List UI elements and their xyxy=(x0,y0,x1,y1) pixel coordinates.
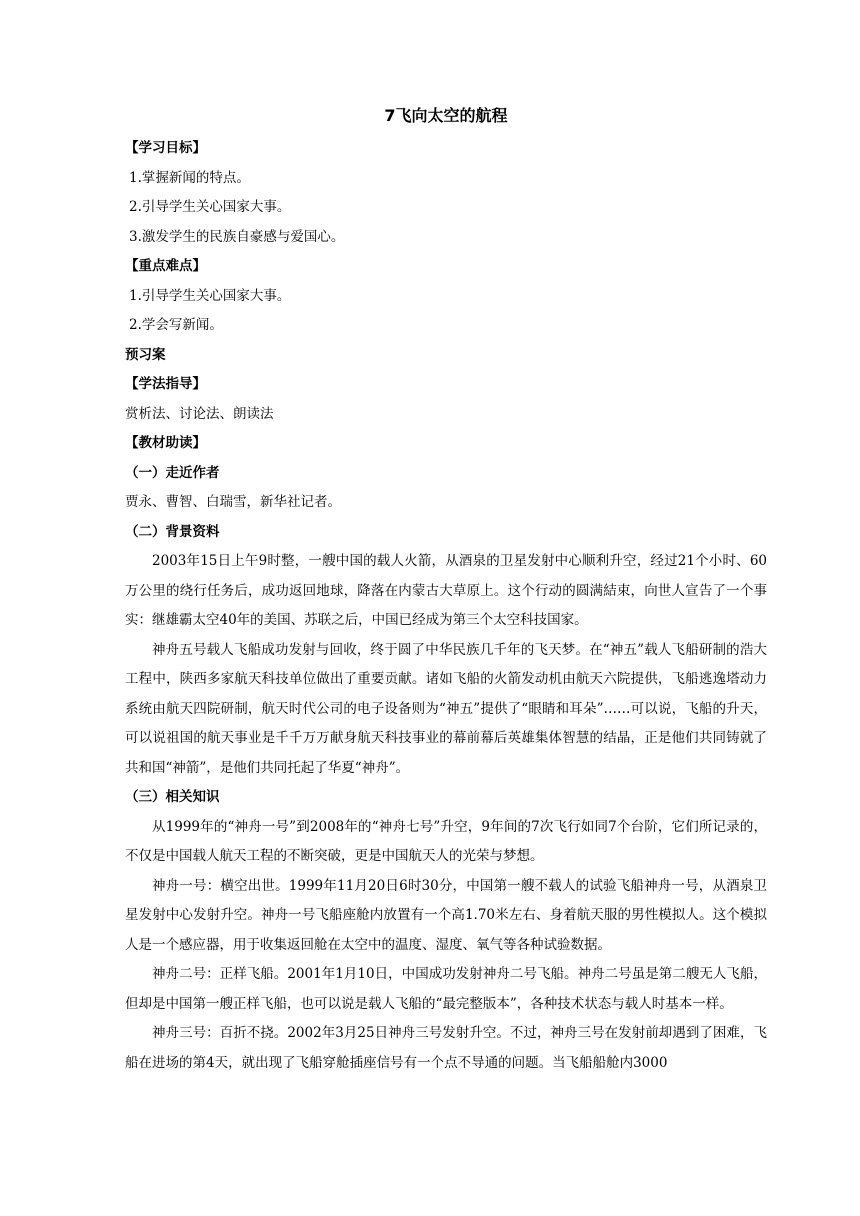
goals-heading: 【学习目标】 xyxy=(125,140,206,156)
background-paragraph: 2003年15日上午9时整，一艘中国的载人火箭，从酒泉的卫星发射中心顺利升空，经过21个小时、60万公里的绕行任务后，成功返回地球，降落在内蒙古大草原上。这个行动的圆满結束，向世人宣告了一个事实：继雄霸太空40年的美国、苏联之后，中国已经成为第三个太空科技国家。 xyxy=(125,553,767,628)
knowledge-paragraph: 从1999年的“神舟一号”到2008年的“神舟七号”升空，9年间的7次飞行如同7个台阶，它们所记录的，不仅是中国载人航天工程的不断突破，更是中国航天人的光荣与梦想。 xyxy=(125,818,767,864)
document-title: 7飞向太空的航程 xyxy=(384,106,508,125)
goal-item: 2.引导学生关心国家大事。 xyxy=(129,199,291,215)
document-content xyxy=(125,102,767,1078)
author-text: 贾永、曹智、白瑞雪，新华社记者。 xyxy=(125,494,341,510)
key-point-item: 2.学会写新闻。 xyxy=(129,317,223,333)
preview-heading: 预习案 xyxy=(125,346,166,363)
method-heading: 【学法指导】 xyxy=(125,376,206,392)
knowledge-paragraph: 神舟三号：百折不挠。2002年3月25日神舟三号发射升空。不过，神舟三号在发射前却遇到了困难，飞船在进场的第4天，就出现了飞船穿舱插座信号有一个点不导通的问题。当飞船船舱内3000 xyxy=(125,1025,767,1071)
background-heading: （二）背景资料 xyxy=(125,523,220,540)
knowledge-paragraph: 神舟一号：横空出世。1999年11月20日6时30分，中国第一艘不载人的试验飞船神舟一号，从酒泉卫星发射中心发射升空。神舟一号飞船座舱内放置有一个高1.70米左右、身着航天服的男性模拟人。这个模拟人是一个感应器，用于收集返回舱在太空中的温度、湿度、氧气等各种试验数据。 xyxy=(125,877,767,953)
author-heading: （一）走近作者 xyxy=(125,464,220,481)
key-points-heading: 【重点难点】 xyxy=(125,258,206,274)
knowledge-heading: （三）相关知识 xyxy=(125,789,220,805)
goal-item: 1.掌握新闻的特点。 xyxy=(129,169,250,186)
knowledge-paragraph: 神舟二号：正样飞船。2001年1月10日，中国成功发射神舟二号飞船。神舟二号虽是第二艘无人飞船，但却是中国第一艘正样飞船，也可以说是载人飞船的“最完整版本”，各种技术状态与载人时基本一样。 xyxy=(125,966,767,1012)
key-point-item: 1.引导学生关心国家大事。 xyxy=(129,287,291,304)
background-paragraph: 神舟五号载人飞船成功发射与回收，终于圆了中华民族几千年的飞天梦。在“神五”载人飞船研制的浩大工程中，陕西多家航天科技单位做出了重要贡献。诸如飞船的火箭发动机由航天六院提供，飞船逃逸塔动力系统由航天四院研制，航天时代公司的电子设备则为“神五”提供了“眼睛和耳朵”……可以说，飞船的升天，可以说祖国的航天事业是千千万万献身航天科技事业的幕前幕后英雄集体智慧的结晶，正是他们共同铸就了共和国“神箭”，是他们共同托起了华夏“神舟”。 xyxy=(125,641,767,776)
method-text: 赏析法、讨论法、朗读法 xyxy=(125,405,274,422)
textbook-heading: 【教材助读】 xyxy=(125,435,206,451)
goal-item: 3.激发学生的民族自豪感与爱国心。 xyxy=(129,228,345,245)
